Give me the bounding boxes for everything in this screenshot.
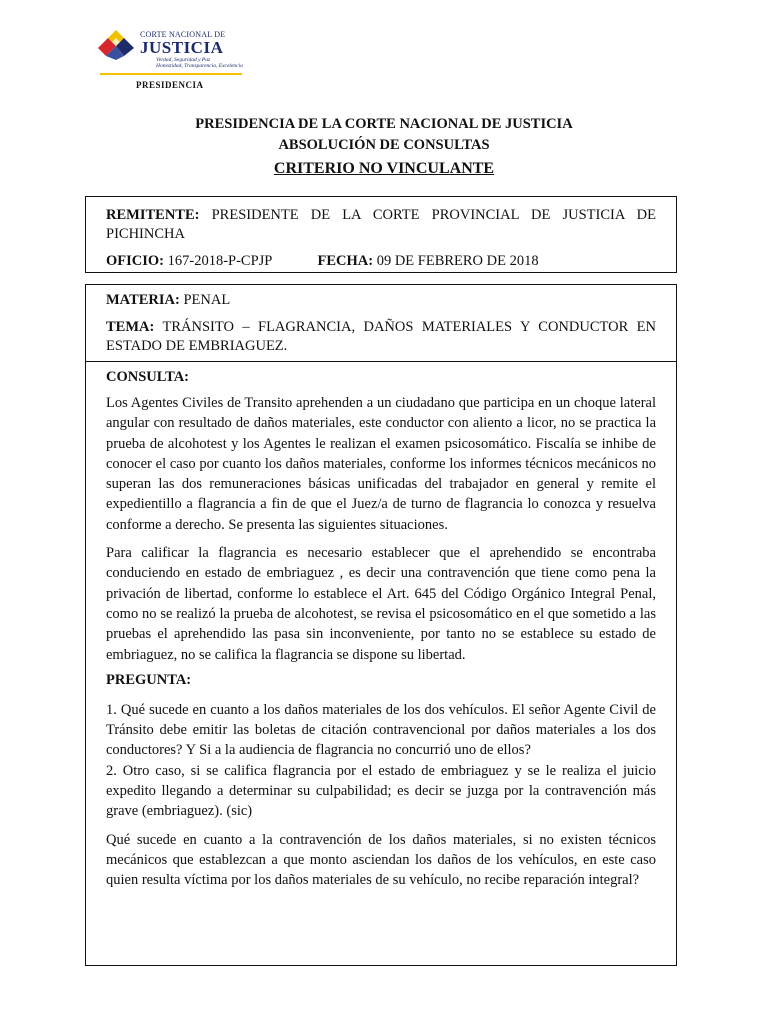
oficio-label: OFICIO:	[106, 253, 164, 269]
fecha-group	[317, 252, 538, 271]
logo-divider	[100, 73, 242, 75]
corte-nacional-logo	[96, 28, 246, 94]
tema-row	[106, 318, 656, 356]
consulta-label: CONSULTA:	[106, 369, 189, 385]
title-absolucion: ABSOLUCIÓN DE CONSULTAS	[278, 137, 490, 153]
subject-section	[86, 285, 676, 362]
title-presidencia: PRESIDENCIA DE LA CORTE NACIONAL DE JUSTICIA	[195, 116, 573, 132]
logo-motto-line2: Honestidad, Transparencia, Excelencia	[156, 63, 243, 69]
pregunta-label: PREGUNTA:	[106, 671, 192, 688]
logo-motto	[156, 57, 246, 69]
document-titles	[0, 114, 768, 180]
pregunta-2: 2. Otro caso, si se califica flagrancia por el estado de embriaguez y se le realiza el juicio expedito llegando a determinar su culpabilidad; es decir se juzga por la contravención más grave (embriaguez). (sic)	[106, 762, 656, 820]
sender-box	[85, 196, 677, 273]
justice-emblem-icon	[96, 30, 136, 60]
remitente-row	[106, 206, 656, 244]
logo-presidencia: PRESIDENCIA	[136, 80, 204, 90]
title-criterio: CRITERIO NO VINCULANTE	[273, 160, 495, 177]
consulta-paragraph-1: Los Agentes Civiles de Transito aprehenden a un ciudadano que participa en un choque lateral angular con resultado de daños materiales, este conductor con aliento a licor, no se practica la prueba de alcohotest y los Agentes le realizan el examen psicosomático. Fiscalía se inhibe de conocer el caso por cuanto los daños materiales, conforme los informes técnicos mecánicos no superan las dos remuneraciones básicas unificadas del trabajador en general y remite el expedientillo a flagrancia a fin de que el Juez/a de turno de flagrancia lo conozca y resuelva conforme a derecho. Se presenta las siguientes situaciones.	[106, 395, 656, 533]
oficio-fecha-row	[106, 252, 656, 271]
pregunta-3: Qué sucede en cuanto a la contravención de los daños materiales, si no existen técnicos mecánicos que establezcan a que monto asciendan los daños de los vehículos, en este caso quien resulta víctima por los daños materiales de su vehículo, no recibe reparación integral?	[106, 831, 656, 889]
consulta-paragraph-2: Para calificar la flagrancia es necesario establecer que el aprehendido se encontraba conduciendo en estado de embriaguez , es decir una contravención que tiene como pena la privación de libertad, conforme lo establece el Art. 645 del Código Orgánico Integral Penal, como no se realizó la prueba de alcohotest, se revisa el psicosomático en el que sometido a las pruebas el aprehendido las pasa sin inconveniente, por tanto no se establece su estado de embriaguez, no se califica la flagrancia se dispone su libertad.	[106, 545, 656, 663]
oficio-value: 167-2018-P-CPJP	[167, 253, 272, 269]
remitente-value: PRESIDENTE DE LA CORTE PROVINCIAL DE JUSTICIA DE PICHINCHA	[106, 207, 657, 242]
pregunta-1: 1. Qué sucede en cuanto a los daños materiales de los dos vehículos. El señor Agente Civil de Tránsito debe emitir las boletas de citación contravencional por daños materiales a los dos conductores? Y Si a la audiencia de flagrancia no concurrió uno de ellos?	[106, 701, 656, 759]
tema-value: TRÁNSITO – FLAGRANCIA, DAÑOS MATERIALES Y CONDUCTOR EN ESTADO DE EMBRIAGUEZ.	[106, 319, 656, 354]
fecha-label: FECHA:	[317, 253, 374, 269]
materia-value: PENAL	[183, 292, 231, 308]
logo-motto-line1: Verdad, Seguridad y Paz	[156, 57, 211, 63]
materia-row	[106, 291, 656, 310]
fecha-value: 09 DE FEBRERO DE 2018	[376, 253, 539, 269]
tema-label: TEMA:	[106, 319, 155, 335]
consulta-section	[86, 362, 676, 891]
consultation-box	[85, 284, 677, 966]
remitente-label: REMITENTE:	[106, 207, 200, 223]
logo-top-text: CORTE NACIONAL DE	[140, 30, 226, 39]
materia-label: MATERIA:	[106, 292, 180, 308]
logo-main-text: JUSTICIA	[140, 38, 224, 57]
